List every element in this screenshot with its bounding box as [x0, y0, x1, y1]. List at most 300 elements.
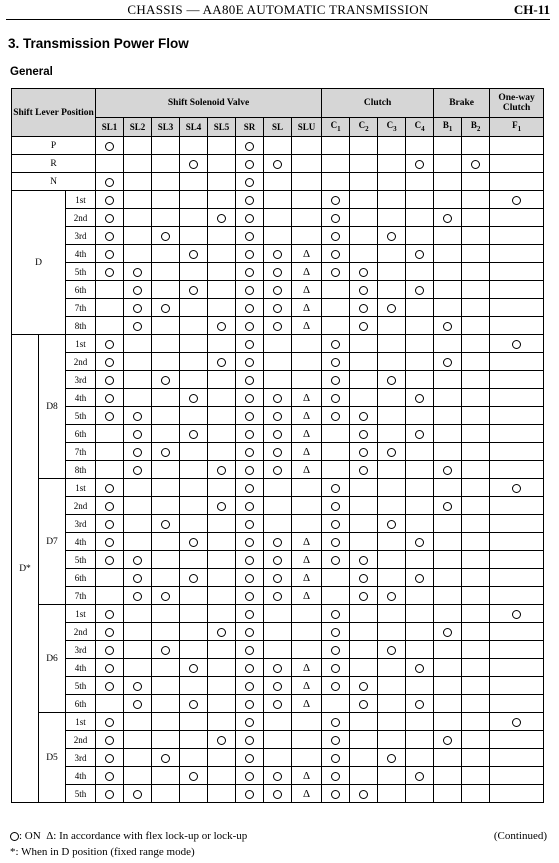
table-cell — [406, 605, 434, 623]
circle-icon — [245, 718, 254, 727]
table-cell — [490, 749, 544, 767]
table-cell — [96, 713, 124, 731]
table-cell — [124, 317, 152, 335]
table-cell — [462, 263, 490, 281]
table-cell — [236, 155, 264, 173]
table-cell — [152, 353, 180, 371]
table-cell — [96, 263, 124, 281]
table-cell — [350, 641, 378, 659]
circle-icon — [387, 592, 396, 601]
table-cell — [180, 137, 208, 155]
circle-icon — [245, 196, 254, 205]
circle-icon — [415, 574, 424, 583]
circle-icon — [105, 610, 114, 619]
table-cell — [406, 497, 434, 515]
circle-icon — [387, 520, 396, 529]
table-cell — [406, 353, 434, 371]
table-cell — [350, 371, 378, 389]
triangle-icon: Δ — [303, 589, 311, 602]
circle-icon — [359, 322, 368, 331]
table-cell — [264, 407, 292, 425]
table-cell — [236, 713, 264, 731]
table-cell — [462, 245, 490, 263]
circle-icon — [189, 772, 198, 781]
legend-on-tri — [10, 830, 247, 842]
table-row — [12, 695, 544, 713]
table-cell — [208, 137, 236, 155]
table-cell — [96, 677, 124, 695]
table-cell — [350, 569, 378, 587]
circle-icon — [105, 376, 114, 385]
table-cell — [322, 479, 350, 497]
table-row — [12, 767, 544, 785]
table-cell — [350, 551, 378, 569]
table-cell — [208, 371, 236, 389]
circle-icon — [245, 574, 254, 583]
triangle-icon: Δ — [303, 679, 311, 692]
circle-icon — [217, 466, 226, 475]
table-cell — [96, 371, 124, 389]
table-cell — [152, 605, 180, 623]
table-cell — [264, 209, 292, 227]
table-cell — [462, 335, 490, 353]
table-cell — [236, 137, 264, 155]
circle-icon — [217, 502, 226, 511]
circle-icon — [512, 484, 521, 493]
table-cell — [462, 605, 490, 623]
table-cell — [322, 695, 350, 713]
table-cell — [292, 497, 322, 515]
table-cell — [322, 551, 350, 569]
table-cell — [462, 659, 490, 677]
table-cell — [350, 587, 378, 605]
circle-icon — [105, 736, 114, 745]
table-cell — [264, 389, 292, 407]
table-cell — [406, 533, 434, 551]
gear-label: 2nd — [66, 353, 96, 371]
triangle-icon: Δ — [303, 535, 311, 548]
table-cell — [264, 137, 292, 155]
table-cell — [152, 767, 180, 785]
table-cell — [406, 515, 434, 533]
table-cell — [124, 569, 152, 587]
table-cell — [152, 677, 180, 695]
column-header: SL3 — [152, 118, 180, 137]
table-cell — [462, 461, 490, 479]
circle-icon — [245, 754, 254, 763]
circle-icon — [245, 772, 254, 781]
gear-label: 2nd — [66, 731, 96, 749]
table-cell — [208, 551, 236, 569]
circle-icon — [273, 682, 282, 691]
circle-icon — [133, 430, 142, 439]
table-cell — [378, 137, 406, 155]
circle-icon — [331, 214, 340, 223]
table-cell — [292, 281, 322, 299]
circle-icon — [189, 700, 198, 709]
table-cell — [236, 389, 264, 407]
table-cell — [264, 317, 292, 335]
circle-icon — [245, 466, 254, 475]
gear-label: 5th — [66, 551, 96, 569]
table-cell — [236, 425, 264, 443]
clutch-group-header: Clutch — [322, 89, 434, 118]
circle-icon — [331, 250, 340, 259]
table-cell — [236, 317, 264, 335]
circle-icon — [133, 574, 142, 583]
table-cell — [292, 623, 322, 641]
circle-icon — [105, 646, 114, 655]
table-cell — [350, 605, 378, 623]
circle-icon — [331, 520, 340, 529]
table-cell — [180, 281, 208, 299]
column-header: $C_2$ — [350, 118, 378, 137]
table-cell — [264, 767, 292, 785]
circle-icon — [105, 718, 114, 727]
table-cell — [236, 605, 264, 623]
table-cell — [180, 605, 208, 623]
table-cell — [490, 209, 544, 227]
gear-label: 4th — [66, 389, 96, 407]
table-cell — [378, 515, 406, 533]
table-cell — [378, 281, 406, 299]
circle-icon — [10, 832, 19, 841]
table-cell — [406, 749, 434, 767]
gear-label: 6th — [66, 425, 96, 443]
table-cell — [96, 551, 124, 569]
table-cell — [208, 497, 236, 515]
table-cell — [124, 497, 152, 515]
table-row — [12, 137, 544, 155]
table-cell — [96, 227, 124, 245]
table-cell — [152, 713, 180, 731]
table-cell — [236, 569, 264, 587]
table-cell — [236, 407, 264, 425]
circle-icon — [217, 736, 226, 745]
table-cell — [434, 353, 462, 371]
table-cell — [434, 497, 462, 515]
table-cell — [96, 137, 124, 155]
triangle-icon: Δ — [303, 319, 311, 332]
table-cell — [406, 281, 434, 299]
table-cell — [434, 731, 462, 749]
circle-icon — [443, 628, 452, 637]
table-cell — [434, 299, 462, 317]
gear-label: 2nd — [66, 497, 96, 515]
table-cell — [152, 425, 180, 443]
table-cell — [124, 533, 152, 551]
table-cell — [322, 623, 350, 641]
table-cell — [378, 479, 406, 497]
table-cell — [378, 659, 406, 677]
table-cell — [350, 137, 378, 155]
table-cell — [350, 281, 378, 299]
legend-on-text: : ON — [19, 830, 41, 842]
table-cell — [350, 479, 378, 497]
table-cell — [490, 461, 544, 479]
table-cell — [378, 533, 406, 551]
table-cell — [208, 155, 236, 173]
circle-icon — [245, 646, 254, 655]
table-cell — [350, 155, 378, 173]
table-cell — [350, 353, 378, 371]
circle-icon — [245, 304, 254, 313]
table-cell — [462, 353, 490, 371]
table-cell — [406, 191, 434, 209]
table-cell — [124, 227, 152, 245]
table-cell — [462, 407, 490, 425]
table-cell — [152, 227, 180, 245]
circle-icon — [359, 592, 368, 601]
table-cell — [490, 587, 544, 605]
table-cell — [322, 605, 350, 623]
gear-label: 6th — [66, 281, 96, 299]
table-cell — [350, 623, 378, 641]
table-cell — [378, 353, 406, 371]
circle-icon — [273, 160, 282, 169]
table-cell — [208, 677, 236, 695]
table-cell — [434, 767, 462, 785]
gear-label: 8th — [66, 317, 96, 335]
table-row — [12, 551, 544, 569]
table-cell — [434, 587, 462, 605]
circle-icon — [415, 250, 424, 259]
circle-icon — [105, 556, 114, 565]
table-cell — [490, 695, 544, 713]
table-cell — [434, 371, 462, 389]
table-cell — [180, 677, 208, 695]
table-cell — [292, 299, 322, 317]
table-cell — [490, 713, 544, 731]
table-cell — [490, 245, 544, 263]
table-cell — [350, 695, 378, 713]
table-cell — [236, 479, 264, 497]
table-cell — [180, 353, 208, 371]
table-cell — [96, 641, 124, 659]
table-cell — [434, 641, 462, 659]
table-cell — [236, 173, 264, 191]
table-cell — [322, 389, 350, 407]
table-cell — [378, 227, 406, 245]
table-cell — [264, 299, 292, 317]
page-number: CH-11 — [513, 2, 550, 17]
table-cell — [124, 713, 152, 731]
table-row — [12, 569, 544, 587]
table-cell — [96, 245, 124, 263]
table-cell — [406, 767, 434, 785]
circle-icon — [105, 412, 114, 421]
table-cell — [124, 173, 152, 191]
circle-icon — [512, 718, 521, 727]
table-cell — [292, 137, 322, 155]
circle-icon — [387, 376, 396, 385]
table-cell — [96, 731, 124, 749]
triangle-icon: Δ — [303, 463, 311, 476]
table-cell — [124, 515, 152, 533]
table-cell — [264, 155, 292, 173]
circle-icon — [273, 250, 282, 259]
table-cell — [322, 353, 350, 371]
table-cell — [96, 173, 124, 191]
circle-icon — [133, 448, 142, 457]
circle-icon — [331, 682, 340, 691]
table-cell — [180, 569, 208, 587]
table-cell — [264, 191, 292, 209]
continued-note: (Continued) — [493, 830, 547, 842]
table-cell — [292, 659, 322, 677]
table-cell — [96, 587, 124, 605]
table-cell — [152, 731, 180, 749]
table-row — [12, 677, 544, 695]
table-cell — [322, 191, 350, 209]
table-cell — [462, 425, 490, 443]
table-cell — [378, 299, 406, 317]
table-cell — [434, 533, 462, 551]
circle-icon — [245, 214, 254, 223]
table-cell — [490, 425, 544, 443]
table-cell — [490, 623, 544, 641]
table-cell — [292, 461, 322, 479]
circle-icon — [273, 556, 282, 565]
table-cell — [378, 155, 406, 173]
circle-icon — [512, 340, 521, 349]
table-cell — [292, 335, 322, 353]
table-cell — [208, 353, 236, 371]
position-label: P — [12, 137, 96, 155]
table-row — [12, 407, 544, 425]
table-cell — [292, 713, 322, 731]
table-cell — [322, 515, 350, 533]
table-cell — [236, 551, 264, 569]
table-cell — [152, 461, 180, 479]
table-cell — [236, 767, 264, 785]
circle-icon — [415, 664, 424, 673]
table-cell — [406, 317, 434, 335]
shift-lever-header: Shift Lever Position — [12, 89, 96, 137]
circle-icon — [359, 304, 368, 313]
circle-icon — [161, 592, 170, 601]
circle-icon — [245, 232, 254, 241]
circle-icon — [105, 790, 114, 799]
table-cell — [292, 695, 322, 713]
table-cell — [434, 551, 462, 569]
circle-icon — [245, 178, 254, 187]
circle-icon — [217, 628, 226, 637]
table-cell — [180, 425, 208, 443]
table-cell — [236, 623, 264, 641]
table-cell — [124, 767, 152, 785]
table-cell — [462, 623, 490, 641]
circle-icon — [331, 376, 340, 385]
table-cell — [208, 767, 236, 785]
table-cell — [378, 731, 406, 749]
circle-icon — [161, 646, 170, 655]
circle-icon — [189, 430, 198, 439]
table-cell — [124, 335, 152, 353]
table-cell — [208, 659, 236, 677]
table-row — [12, 263, 544, 281]
table-cell — [378, 335, 406, 353]
table-cell — [490, 389, 544, 407]
table-cell — [152, 569, 180, 587]
table-cell — [124, 353, 152, 371]
table-cell — [124, 407, 152, 425]
table-cell — [490, 731, 544, 749]
table-cell — [490, 263, 544, 281]
table-cell — [406, 659, 434, 677]
table-cell — [462, 533, 490, 551]
table-cell — [180, 785, 208, 803]
table-cell — [490, 677, 544, 695]
circle-icon — [415, 538, 424, 547]
table-cell — [180, 263, 208, 281]
table-cell — [208, 587, 236, 605]
table-cell — [236, 209, 264, 227]
table-cell — [152, 209, 180, 227]
circle-icon — [387, 754, 396, 763]
table-cell — [406, 245, 434, 263]
table-cell — [152, 335, 180, 353]
table-cell — [350, 425, 378, 443]
table-cell — [236, 263, 264, 281]
table-cell — [434, 443, 462, 461]
table-cell — [124, 695, 152, 713]
table-cell — [378, 749, 406, 767]
triangle-icon: Δ — [303, 427, 311, 440]
table-cell — [434, 515, 462, 533]
circle-icon — [273, 700, 282, 709]
table-cell — [406, 695, 434, 713]
circle-icon — [245, 376, 254, 385]
circle-icon — [273, 394, 282, 403]
circle-icon — [443, 214, 452, 223]
table-cell — [124, 263, 152, 281]
table-cell — [152, 281, 180, 299]
table-cell — [152, 659, 180, 677]
circle-icon — [245, 520, 254, 529]
table-cell — [152, 443, 180, 461]
table-cell — [180, 749, 208, 767]
table-cell — [292, 785, 322, 803]
triangle-icon: Δ — [303, 265, 311, 278]
table-cell — [378, 641, 406, 659]
table-cell — [152, 317, 180, 335]
table-cell — [124, 641, 152, 659]
table-cell — [124, 605, 152, 623]
table-cell — [434, 695, 462, 713]
circle-icon — [387, 448, 396, 457]
circle-icon — [105, 502, 114, 511]
table-row — [12, 245, 544, 263]
circle-icon — [331, 790, 340, 799]
position-label: R — [12, 155, 96, 173]
table-cell — [490, 173, 544, 191]
triangle-icon: Δ — [303, 409, 311, 422]
table-cell — [124, 677, 152, 695]
circle-icon — [105, 340, 114, 349]
table-row — [12, 623, 544, 641]
circle-icon — [359, 466, 368, 475]
circle-icon — [133, 466, 142, 475]
table-cell — [378, 461, 406, 479]
circle-icon — [359, 430, 368, 439]
circle-icon — [245, 592, 254, 601]
circle-icon — [273, 574, 282, 583]
table-cell — [490, 137, 544, 155]
table-cell — [490, 335, 544, 353]
table-cell — [322, 641, 350, 659]
table-cell — [208, 335, 236, 353]
